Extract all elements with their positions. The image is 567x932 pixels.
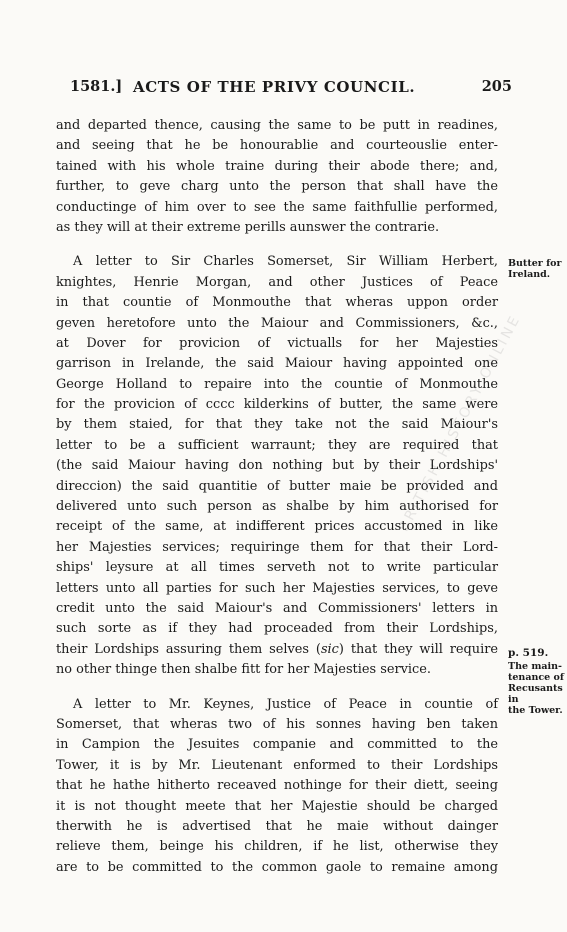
- text-line: geven heretofore unto the Maiour and Commissioners, &c.,: [56, 315, 498, 331]
- margin-note-line: the Tower.: [508, 705, 563, 716]
- text-line: A letter to Sir Charles Somerset, Sir William Herbert,: [73, 254, 498, 270]
- text-line: and seeing that he be honourablie and courteouslie enter-: [56, 138, 498, 154]
- text-line: (the said Maiour having don nothing but by their Lordships': [56, 458, 498, 474]
- margin-note-line: Butter for: [508, 258, 562, 269]
- text-line: A letter to Mr. Keynes, Justice of Peace in countie of: [73, 696, 498, 712]
- paragraph: [56, 116, 498, 238]
- margin-note-line: Ireland.: [508, 269, 551, 280]
- header-year: 1581.]: [70, 78, 123, 95]
- text-line: letters unto all parties for such her Majesties services, to geve: [56, 580, 498, 596]
- text-line: garrison in Irelande, the said Maiour having appointed one: [56, 356, 498, 372]
- page-body: [56, 116, 498, 878]
- text-line: in that countie of Monmouthe that wheras uppon order: [56, 295, 498, 311]
- page-number: 205: [481, 78, 512, 95]
- text-line: therwith he is advertised that he maie without dainger: [56, 818, 498, 834]
- paragraph-gap: [56, 681, 498, 695]
- text-line: in Campion the Jesuites companie and committed to the: [56, 737, 498, 753]
- text-line: further, to geve charg unto the person that shall have the: [56, 179, 498, 195]
- paragraph: [56, 695, 498, 879]
- text-line: delivered unto such person as shalbe by him authorised for: [56, 499, 498, 515]
- text-line: that he hathe hitherto receaved nothinge for their diett, seeing: [56, 778, 498, 794]
- text-line: at Dover for provicion of victualls for her Majesties: [56, 335, 498, 351]
- sic-italic: sic: [320, 641, 339, 657]
- text-line: for the provicion of cccc kilderkins of butter, the same were: [56, 397, 498, 413]
- text-line: credit unto the said Maiour's and Commissioners' letters in: [56, 600, 498, 616]
- text-line: relieve them, beinge his children, if he list, otherwise they: [56, 839, 498, 855]
- paragraph-gap: [56, 238, 498, 252]
- text-line: Somerset, that wheras two of his sonnes having ben taken: [56, 716, 498, 732]
- margin-note-line: tenance of: [508, 672, 564, 683]
- text-line: as they will at their extreme perills aunswer the contrarie.: [56, 219, 440, 235]
- text-line: tained with his whole traine during their abode there; and,: [56, 158, 498, 174]
- header-title: ACTS OF THE PRIVY COUNCIL.: [133, 78, 416, 96]
- text-line: letter to be a sufficient warraunt; they are required that: [56, 437, 498, 453]
- text-line: such sorte as if they had proceaded from their Lordships,: [56, 621, 498, 637]
- text-line: Tower, it is by Mr. Lieutenant enformed to their Lordships: [56, 757, 498, 773]
- text-line: it is not thought meete that her Majestie should be charged: [56, 798, 498, 814]
- text-line: their Lordships assuring them selves (sic) that they will require: [56, 641, 498, 657]
- paragraph: [56, 252, 498, 680]
- text-line: knightes, Henrie Morgan, and other Justices of Peace: [56, 274, 498, 290]
- text-line: ships' leysure at all times serveth not to write particular: [56, 560, 498, 576]
- margin-note-line: Recusants in: [508, 683, 563, 705]
- text-line: conductinge of him over to see the same faithfullie performed,: [56, 199, 498, 215]
- margin-note-line: The main-: [508, 661, 562, 672]
- text-line: receipt of the same, at indifferent prices accustomed in like: [56, 519, 498, 535]
- text-line: her Majesties services; requiringe them for that their Lord-: [56, 539, 498, 555]
- text-line: and departed thence, causing the same to be putt in readines,: [56, 118, 498, 133]
- running-header: [70, 78, 512, 100]
- text-line: are to be committed to the common gaole to remaine among: [56, 859, 498, 875]
- margin-note-butter: [508, 258, 566, 280]
- margin-note-recusants: [508, 661, 566, 716]
- text-line: by them staied, for that they take not the said Maiour's: [56, 417, 498, 433]
- text-line: George Holland to repaire into the countie of Monmouthe: [56, 376, 498, 392]
- text-line: no other thinge then shalbe fitt for her Majesties service.: [56, 662, 431, 678]
- text-line: direccion) the said quantitie of butter maie be provided and: [56, 478, 498, 494]
- watermark-text: BRITISH HISTORY ONLINE: [395, 311, 525, 535]
- margin-page-ref: p. 519.: [508, 647, 549, 659]
